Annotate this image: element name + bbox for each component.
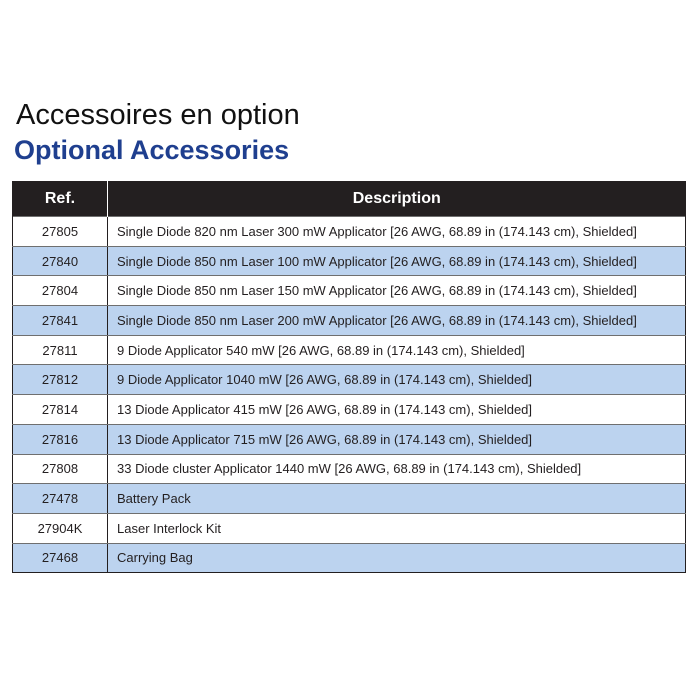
table-row xyxy=(13,306,686,336)
ref-cell: 27904K xyxy=(13,513,108,543)
table-row xyxy=(13,513,686,543)
table-row xyxy=(13,395,686,425)
description-cell: Carrying Bag xyxy=(108,543,686,573)
description-cell: 9 Diode Applicator 540 mW [26 AWG, 68.89 in (174.143 cm), Shielded] xyxy=(108,335,686,365)
description-cell: 13 Diode Applicator 715 mW [26 AWG, 68.89 in (174.143 cm), Shielded] xyxy=(108,424,686,454)
description-cell: Single Diode 820 nm Laser 300 mW Applicator [26 AWG, 68.89 in (174.143 cm), Shielded] xyxy=(108,217,686,247)
table-row xyxy=(13,484,686,514)
description-cell: Single Diode 850 nm Laser 100 mW Applicator [26 AWG, 68.89 in (174.143 cm), Shielded] xyxy=(108,246,686,276)
table-row xyxy=(13,424,686,454)
description-cell: Battery Pack xyxy=(108,484,686,514)
ref-cell: 27811 xyxy=(13,335,108,365)
ref-cell: 27840 xyxy=(13,246,108,276)
ref-cell: 27816 xyxy=(13,424,108,454)
description-cell: Single Diode 850 nm Laser 150 mW Applicator [26 AWG, 68.89 in (174.143 cm), Shielded] xyxy=(108,276,686,306)
title-french: Accessoires en option xyxy=(16,99,300,131)
ref-cell: 27805 xyxy=(13,217,108,247)
accessories-table xyxy=(12,181,686,573)
table-header-row xyxy=(13,181,686,217)
ref-cell: 27804 xyxy=(13,276,108,306)
title-english: Optional Accessories xyxy=(14,135,290,165)
description-cell: 33 Diode cluster Applicator 1440 mW [26 AWG, 68.89 in (174.143 cm), Shielded] xyxy=(108,454,686,484)
description-cell: 9 Diode Applicator 1040 mW [26 AWG, 68.89 in (174.143 cm), Shielded] xyxy=(108,365,686,395)
description-cell: Laser Interlock Kit xyxy=(108,513,686,543)
description-cell: Single Diode 850 nm Laser 200 mW Applicator [26 AWG, 68.89 in (174.143 cm), Shielded] xyxy=(108,306,686,336)
ref-cell: 27814 xyxy=(13,395,108,425)
ref-cell: 27808 xyxy=(13,454,108,484)
table-row xyxy=(13,543,686,573)
table-row xyxy=(13,276,686,306)
description-cell: 13 Diode Applicator 415 mW [26 AWG, 68.89 in (174.143 cm), Shielded] xyxy=(108,395,686,425)
table-row xyxy=(13,246,686,276)
table-row xyxy=(13,454,686,484)
table-row xyxy=(13,217,686,247)
table-row xyxy=(13,365,686,395)
ref-cell: 27841 xyxy=(13,306,108,336)
ref-cell: 27468 xyxy=(13,543,108,573)
ref-column-header: Ref. xyxy=(13,181,108,217)
ref-cell: 27478 xyxy=(13,484,108,514)
ref-cell: 27812 xyxy=(13,365,108,395)
table-row xyxy=(13,335,686,365)
description-column-header: Description xyxy=(108,181,686,217)
